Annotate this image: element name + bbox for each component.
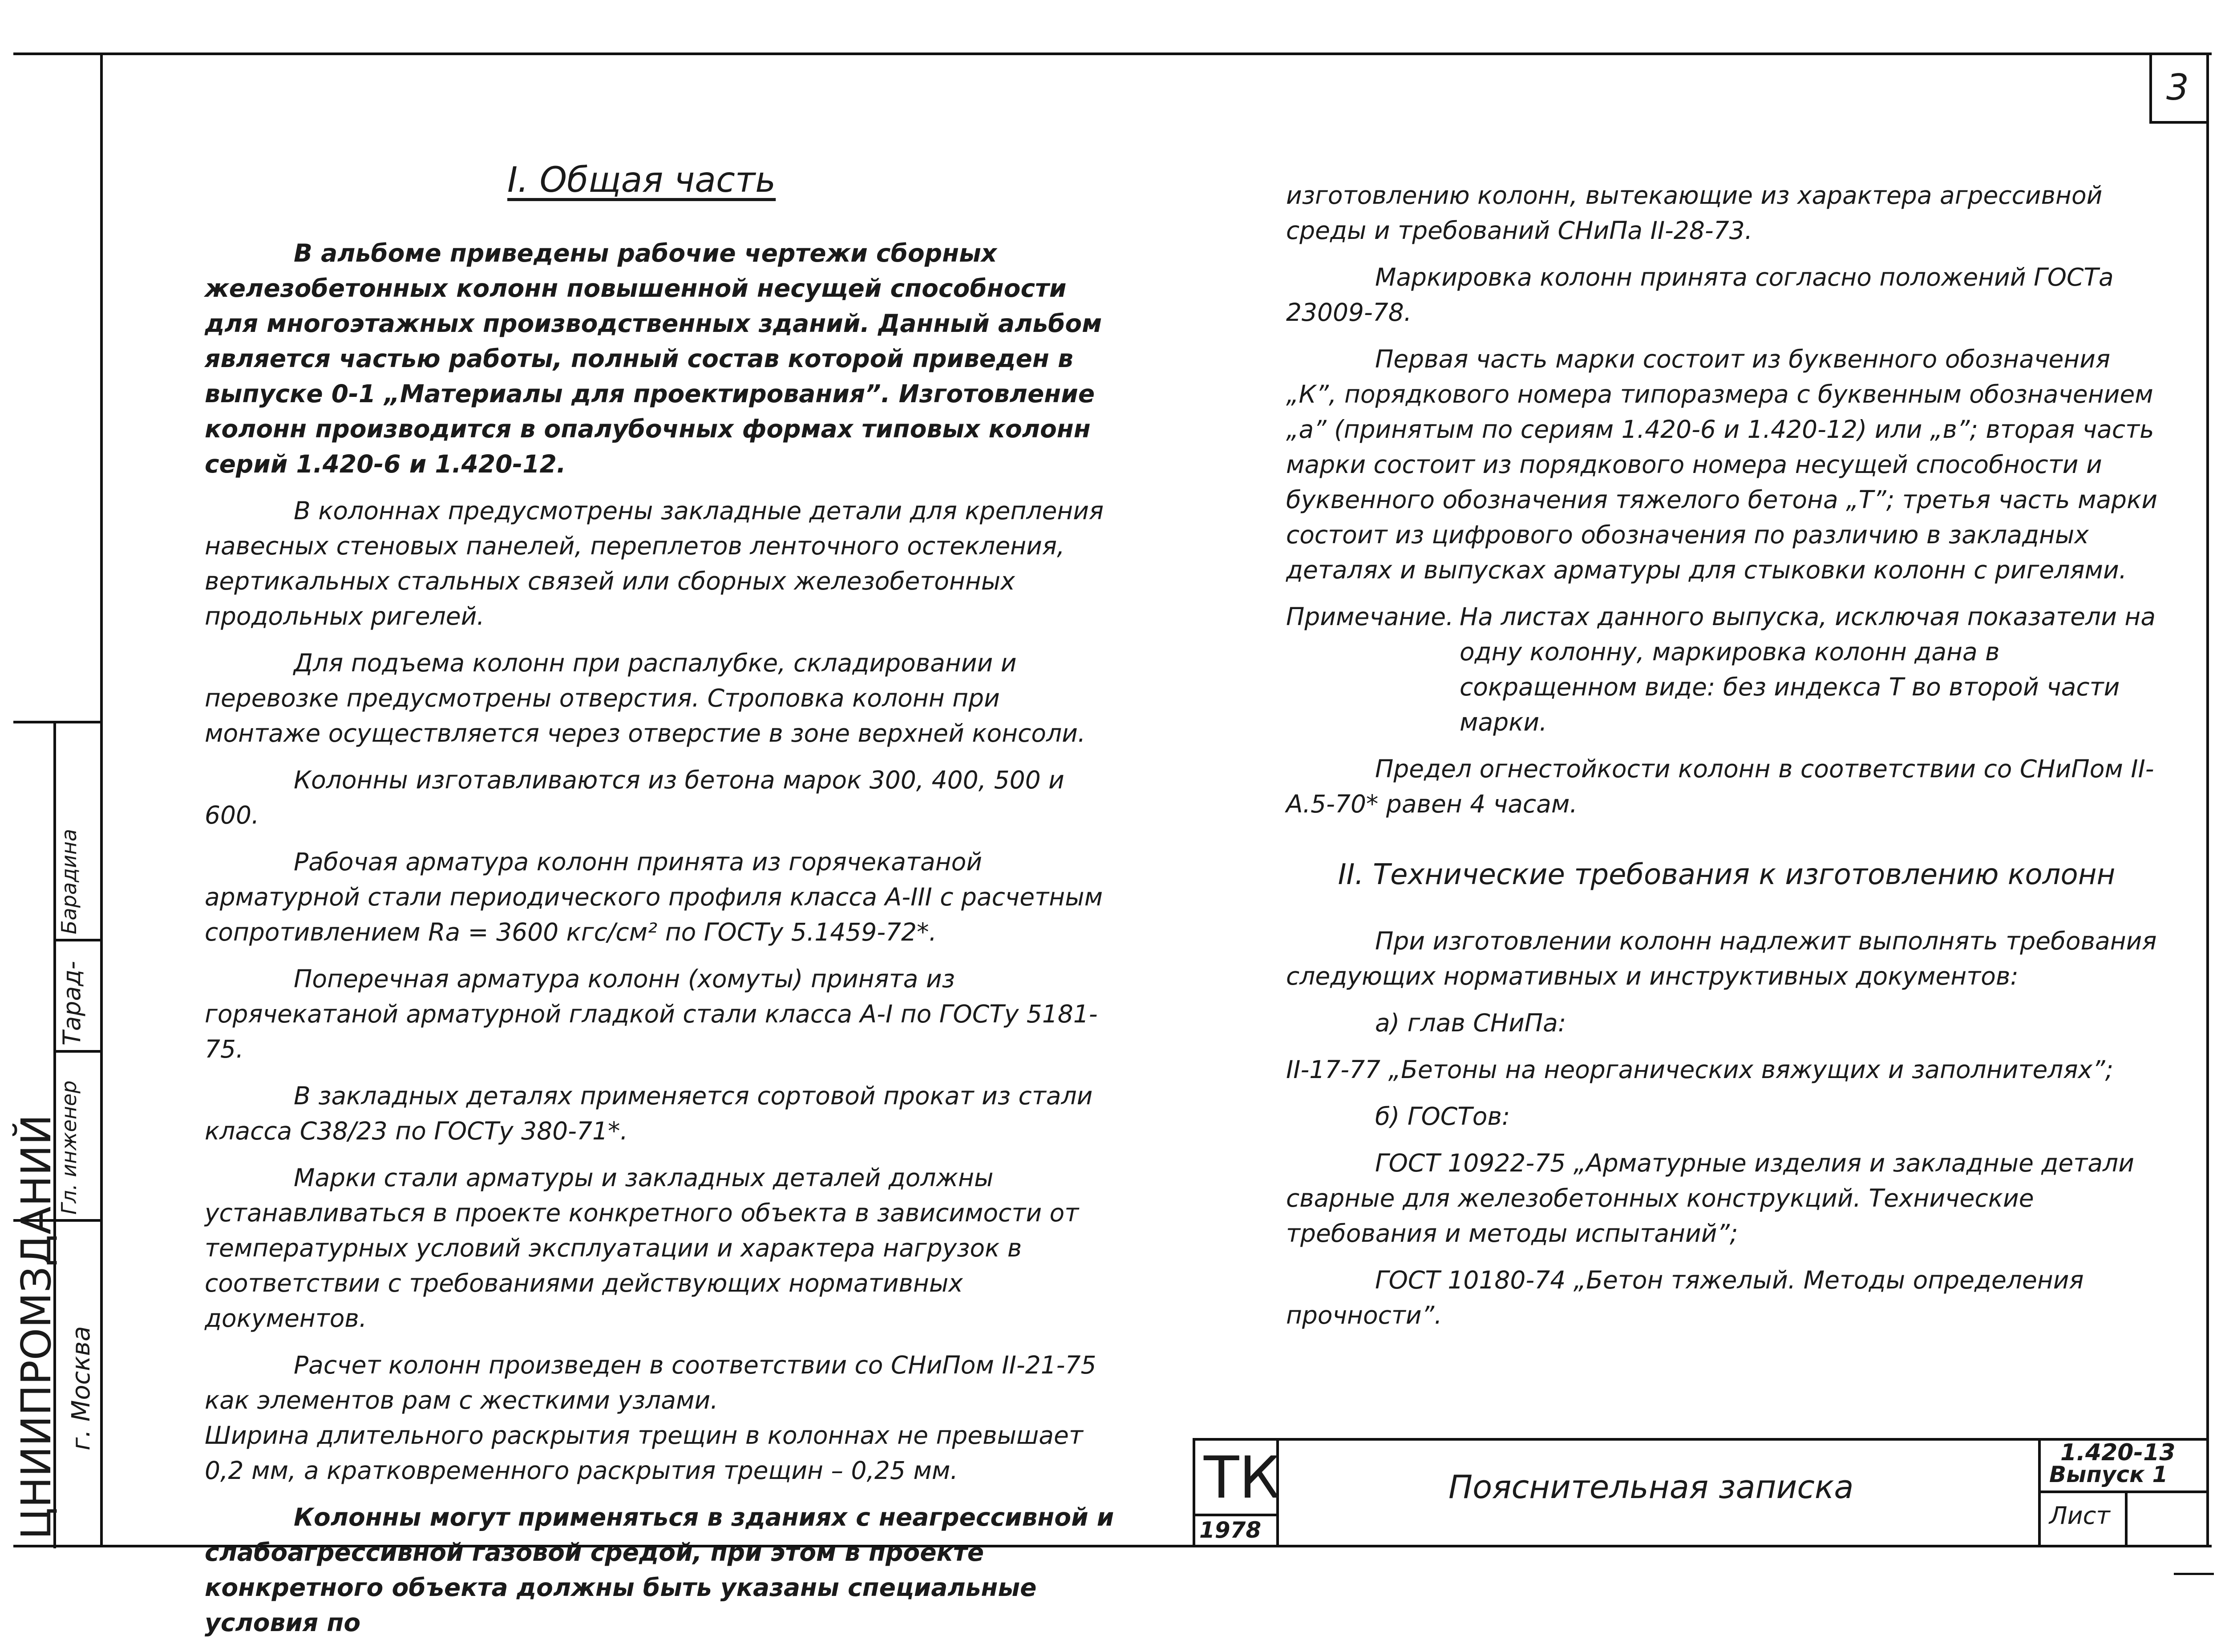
side-stamp-city: г. Москва xyxy=(67,1326,96,1450)
title-block-sheet-label: Лист xyxy=(2049,1502,2110,1530)
paragraph-requirements-intro: При изготовлении колонн надлежит выполнять требования следующих нормативных и инструктивных документов: xyxy=(1286,927,2157,990)
left-column xyxy=(205,236,1121,1652)
paragraph-lifting: Для подъема колонн при распалубке, складировании и перевозке предусмотрены отверстия. Строповка колонн при монтаже осуществляется через отверстие в зоне верхней консоли. xyxy=(205,649,1086,747)
note-label: Примечание. xyxy=(1286,602,1454,631)
paragraph-main-rebar: Рабочая арматура колонн принята из горячекатаной арматурной стали периодического профиля класса А-III с расчетным сопротивлением Rа = 3600 кгс/см² по ГОСТу 5.1459-72*. xyxy=(205,848,1103,946)
snip-reference: II-17-77 „Бетоны на неорганических вяжущих и заполнителях”; xyxy=(1286,1055,2114,1084)
right-column xyxy=(1286,178,2167,1345)
title-block-left-line xyxy=(1193,1438,1195,1547)
section-1-title: I. Общая часть xyxy=(507,160,776,200)
gost-10922: ГОСТ 10922-75 „Арматурные изделия и закладные детали сварные для железобетонных конструкций. Технические требования и методы испытаний”; xyxy=(1286,1149,2134,1248)
gost-10180: ГОСТ 10180-74 „Бетон тяжелый. Методы определения прочности”. xyxy=(1286,1266,2084,1329)
frame-left-line xyxy=(100,53,103,1547)
side-stamp-row-line xyxy=(53,939,100,941)
paragraph-album: В альбоме приведены рабочие чертежи сборных железобетонных колонн повышенной несущей способности для многоэтажных производственных зданий. Данный альбом является частью работы, полный состав которой приведен в выпуске 0-1 „Материалы для проектирования”. Изготовление колонн производится в опалубочных формах типовых колонн серий 1.420-6 и 1.420-12. xyxy=(205,239,1102,478)
side-stamp-role: Гл. инженер xyxy=(57,1080,81,1215)
paragraph-continuation: изготовлению колонн, вытекающие из характера агрессивной среды и требований СНиПа II-28-73. xyxy=(1286,181,2103,245)
side-stamp-row-line-2 xyxy=(53,1050,100,1053)
title-block-year: 1978 xyxy=(1199,1517,1262,1543)
paragraph-marking: Маркировка колонн принята согласно положений ГОСТа 23009-78. xyxy=(1286,263,2114,327)
title-block-doc-title: Пояснительная записка xyxy=(1448,1468,1854,1506)
title-block-series-hline xyxy=(2038,1490,2209,1493)
item-a-snip: а) глав СНиПа: xyxy=(1375,1009,1566,1037)
frame-top-line xyxy=(13,53,2212,55)
paragraph-stirrups: Поперечная арматура колонн (хомуты) принята из горячекатаной арматурной гладкой стали класса А-I по ГОСТу 5181-75. xyxy=(205,965,1098,1063)
title-block-issue: Выпуск 1 xyxy=(2049,1462,2168,1487)
paragraph-concrete: Колонны изготавливаются из бетона марок 300, 400, 500 и 600. xyxy=(205,766,1064,829)
title-block-logo-hline xyxy=(1193,1514,1279,1516)
section-2-title: II. Технические требования к изготовлению колонн xyxy=(1338,858,2116,891)
paragraph-rolled-steel: В закладных деталях применяется сортовой прокат из стали класса С38/23 по ГОСТу 380-71*. xyxy=(205,1082,1093,1145)
paragraph-aggressive-env: Колонны могут применяться в зданиях с неагрессивной и слабоагрессивной газовой средой, при этом в проекте конкретного объекта должны быть указаны специальные условия по xyxy=(205,1503,1114,1637)
title-block-sheet-divider xyxy=(2125,1490,2128,1547)
title-block-top-line xyxy=(1193,1438,2209,1441)
corner-tick xyxy=(2174,1573,2214,1575)
side-stamp-signature: Тарад- xyxy=(58,961,86,1046)
paragraph-embedded-parts: В колоннах предусмотрены закладные детали для крепления навесных стеновых панелей, переплетов ленточного остекления, вертикальных стальных связей или сборных железобетонных продольных ригелей. xyxy=(205,497,1104,630)
side-stamp-top-line xyxy=(13,721,100,723)
paragraph-steel-grades: Марки стали арматуры и закладных деталей должны устанавливаться в проекте конкретного объекта в зависимости от температурных условий эксплуатации и характера нагрузок в соответствии с требованиями действующих нормативных документов. xyxy=(205,1163,1079,1333)
sheet-number: 3 xyxy=(2166,67,2189,108)
paragraph-crack-width: Ширина длительного раскрытия трещин в колоннах не превышает 0,2 мм, а кратковременного раскрытия трещин – 0,25 мм. xyxy=(205,1421,1083,1485)
side-stamp-name: Барадина xyxy=(57,828,81,934)
item-b-gost: б) ГОСТов: xyxy=(1375,1102,1510,1131)
title-block-series: 1.420-13 xyxy=(2060,1439,2176,1466)
frame-right-line xyxy=(2206,53,2209,1547)
title-block-logo: ТК xyxy=(1204,1444,1280,1511)
note xyxy=(1286,599,2167,740)
paragraph-fire-resistance: Предел огнестойкости колонн в соответствии со СНиПом II-А.5-70* равен 4 часам. xyxy=(1286,755,2154,818)
side-stamp-org: ЦНИИПРОМЗДАНИЙ xyxy=(12,1114,60,1539)
paragraph-calculation: Расчет колонн произведен в соответствии со СНиПом II-21-75 как элементов рам с жесткими узлами. xyxy=(205,1351,1096,1414)
note-text: На листах данного выпуска, исключая показатели на одну колонну, маркировка колонн дана в сокращенном виде: без индекса Т во второй части марки. xyxy=(1460,602,2156,736)
paragraph-mark-structure: Первая часть марки состоит из буквенного обозначения „К”, порядкового номера типоразмера с буквенным обозначением „а” (принятым по сериям 1.420-6 и 1.420-12) или „в”; вторая часть марки состоит из порядкового номера несущей способности и буквенного обозначения тяжелого бетона „Т”; третья часть марки состоит из цифрового обозначения по различию в закладных деталях и выпусках арматуры для стыковки колонн с ригелями. xyxy=(1286,345,2158,584)
